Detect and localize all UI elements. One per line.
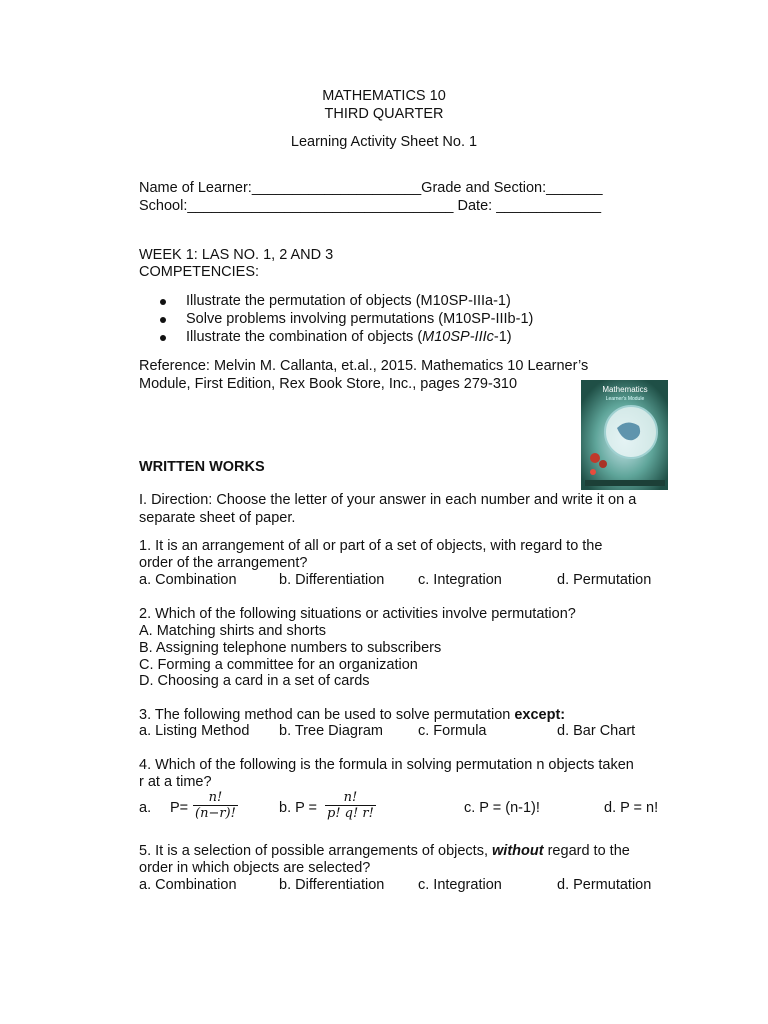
q3-option-c: c. Formula xyxy=(418,723,487,739)
q1-option-c: c. Integration xyxy=(418,572,502,588)
reference-line-1: Reference: Melvin M. Callanta, et.al., 2015. Mathematics 10 Learner’s xyxy=(139,358,589,374)
q2-option-d: D. Choosing a card in a set of cards xyxy=(139,673,370,689)
quarter-title: THIRD QUARTER xyxy=(324,106,444,122)
q3-option-b: b. Tree Diagram xyxy=(279,723,383,739)
q5-option-d: d. Permutation xyxy=(557,877,652,893)
question-4-text: 4. Which of the following is the formula in solving permutation n objects taken xyxy=(139,757,634,773)
question-1-text: 1. It is an arrangement of all or part of a set of objects, with regard to the xyxy=(139,538,603,554)
subject-title: MATHEMATICS 10 xyxy=(322,88,446,104)
question-5-text-cont: order in which objects are selected? xyxy=(139,860,371,876)
competency-item: Solve problems involving permutations (M10SP-IIIb-1) xyxy=(186,311,534,327)
reference-line-2: Module, First Edition, Rex Book Store, Inc., pages 279-310 xyxy=(139,376,518,392)
q4-option-a-label: a. xyxy=(139,800,152,816)
competency-item: Illustrate the combination of objects (M10SP-IIIc-1) xyxy=(186,329,512,345)
q2-option-a: A. Matching shirts and shorts xyxy=(139,623,326,639)
competencies-label: COMPETENCIES: xyxy=(139,264,260,280)
q4-option-b-label: b. P = xyxy=(279,800,318,816)
bullet-icon xyxy=(160,317,166,323)
book-subtitle-text: Learner's Module xyxy=(605,396,645,402)
week-title: WEEK 1: LAS NO. 1, 2 AND 3 xyxy=(139,247,334,263)
q4-option-b-formula: $\frac{n!}{p! q! r!}$ xyxy=(327,790,374,821)
q1-option-d: d. Permutation xyxy=(557,572,652,588)
question-3-text: 3. The following method can be used to solve permutation except: xyxy=(139,707,566,723)
sheet-title: Learning Activity Sheet No. 1 xyxy=(290,134,478,150)
q4-option-c: c. P = (n-1)! xyxy=(464,800,540,816)
learner-info-line-2: School:_________________________________ Date: _____________ xyxy=(139,198,602,214)
bullet-icon xyxy=(160,299,166,305)
q5-option-b: b. Differentiation xyxy=(279,877,385,893)
written-works-heading: WRITTEN WORKS xyxy=(139,459,265,475)
q4-option-d: d. P = n! xyxy=(604,800,659,816)
direction-line-1: I. Direction: Choose the letter of your answer in each number and write it on a xyxy=(139,492,637,508)
bullet-icon xyxy=(160,335,166,341)
q5-option-a: a. Combination xyxy=(139,877,237,893)
q2-option-b: B. Assigning telephone numbers to subscribers xyxy=(139,640,442,656)
question-1-text-cont: order of the arrangement? xyxy=(139,555,308,571)
q2-option-c: C. Forming a committee for an organization xyxy=(139,657,418,673)
q5-option-c: c. Integration xyxy=(418,877,502,893)
q3-option-a: a. Listing Method xyxy=(139,723,250,739)
book-cover-image xyxy=(581,380,668,490)
competency-item: Illustrate the permutation of objects (M10SP-IIIa-1) xyxy=(186,293,511,309)
question-2-text: 2. Which of the following situations or activities involve permutation? xyxy=(139,606,576,622)
q4-option-a-formula: $\frac{n!}{(n-r)!}$ xyxy=(195,790,236,821)
direction-line-2: separate sheet of paper. xyxy=(139,510,296,526)
except-emphasis: except: xyxy=(514,707,566,723)
q1-option-b: b. Differentiation xyxy=(279,572,385,588)
book-title-text: Mathematics xyxy=(602,385,648,394)
q4-option-a-lhs: P= xyxy=(170,800,189,816)
question-5-text: 5. It is a selection of possible arrangements of objects, without regard to the xyxy=(139,843,630,859)
q1-option-a: a. Combination xyxy=(139,572,237,588)
question-4-text-cont: r at a time? xyxy=(139,774,212,790)
without-emphasis: without xyxy=(492,843,544,859)
q3-option-d: d. Bar Chart xyxy=(557,723,636,739)
learner-info-line-1: Name of Learner:_____________________Grade and Section:_______ xyxy=(139,180,603,196)
